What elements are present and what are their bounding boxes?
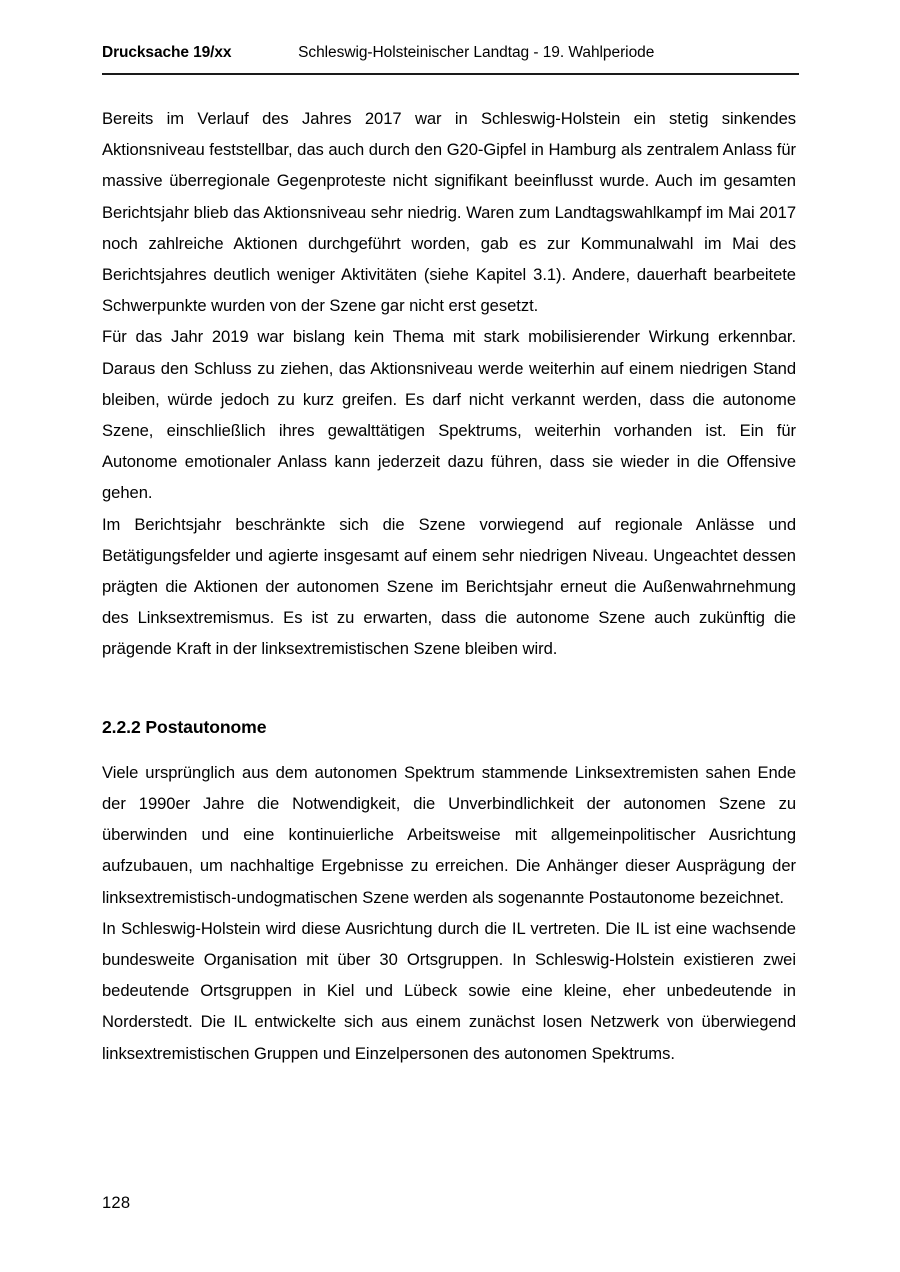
paragraph-berichtsjahr-szene: Im Berichtsjahr beschränkte sich die Szene vorwiegend auf regionale Anlässe und Betätigungsfelder und agierte insgesamt auf einem sehr niedrigen Niveau. Ungeachtet dessen prägten die Aktionen der autonomen Szene im Berichtsjahr erneut die Außenwahrnehmung des Linksextremismus. Es ist zu erwarten, dass die autonome Szene auch zukünftig die prägende Kraft in der linksextremistischen Szene bleiben wird. — [102, 514, 796, 659]
paragraph-postautonome-definition: Viele ursprünglich aus dem autonomen Spektrum stammende Linksextremisten sahen Ende der 1990er Jahre die Notwendigkeit, die Unverbindlichkeit der autonomen Szene zu überwinden und eine kontinuierliche Arbeitsweise mit allgemeinpolitischer Ausrichtung aufzubauen, um nachhaltige Ergebnisse zu erreichen. Die Anhänger dieser Ausprägung der linksextremistisch-undogmatischen Szene werden als sogenannte Postautonome bezeichnet. — [102, 762, 796, 907]
heading-spacer-below — [102, 743, 796, 757]
heading-spacer-above — [102, 665, 796, 712]
paragraph-aktionsniveau-2017: Bereits im Verlauf des Jahres 2017 war in Schleswig-Holstein ein stetig sinkendes Aktionsniveau feststellbar, das auch durch den G20-Gipfel in Hamburg als zentralem Anlass für massive überregionale Gegenproteste nicht signifikant beeinflusst wurde. Auch im gesamten Berichtsjahr blieb das Aktionsniveau sehr niedrig. Waren zum Landtagswahlkampf im Mai 2017 noch zahlreiche Aktionen durchgeführt worden, gab es zur Kommunalwahl im Mai des Berichtsjahres deutlich weniger Aktivitäten (siehe Kapitel 3.1). Andere, dauerhaft bearbeitete Schwerpunkte wurden von der Szene gar nicht erst gesetzt. — [102, 109, 796, 316]
document-body — [102, 103, 796, 1069]
header-drucksache-label: Drucksache 19/xx — [102, 44, 232, 61]
header-landtag-label: Schleswig-Holsteinischer Landtag - 19. Wahlperiode — [298, 44, 655, 61]
section-heading-postautonome: 2.2.2 Postautonome — [102, 716, 267, 737]
page-number: 128 — [102, 1193, 131, 1212]
header-divider-rule — [102, 73, 799, 75]
paragraph-jahr-2019: Für das Jahr 2019 war bislang kein Thema mit stark mobilisierender Wirkung erkennbar. Daraus den Schluss zu ziehen, das Aktionsniveau werde weiterhin auf einem niedrigen Stand bleiben, würde jedoch zu kurz greifen. Es darf nicht verkannt werden, dass die autonome Szene, einschließlich ihres gewalttätigen Spektrums, weiterhin vorhanden ist. Ein für Autonome emotionaler Anlass kann jederzeit dazu führen, dass sie wieder in die Offensive gehen. — [102, 327, 796, 503]
running-header — [102, 44, 799, 62]
paragraph-il-schleswig-holstein: In Schleswig-Holstein wird diese Ausrichtung durch die IL vertreten. Die IL ist eine wachsende bundesweite Organisation mit über 30 Ortsgruppen. In Schleswig-Holstein existieren zwei bedeutende Ortsgruppen in Kiel und Lübeck sowie eine kleine, eher unbedeutende in Norderstedt. Die IL entwickelte sich aus einem zunächst losen Netzwerk von überwiegend linksextremistischen Gruppen und Einzelpersonen des autonomen Spektrums. — [102, 918, 796, 1063]
